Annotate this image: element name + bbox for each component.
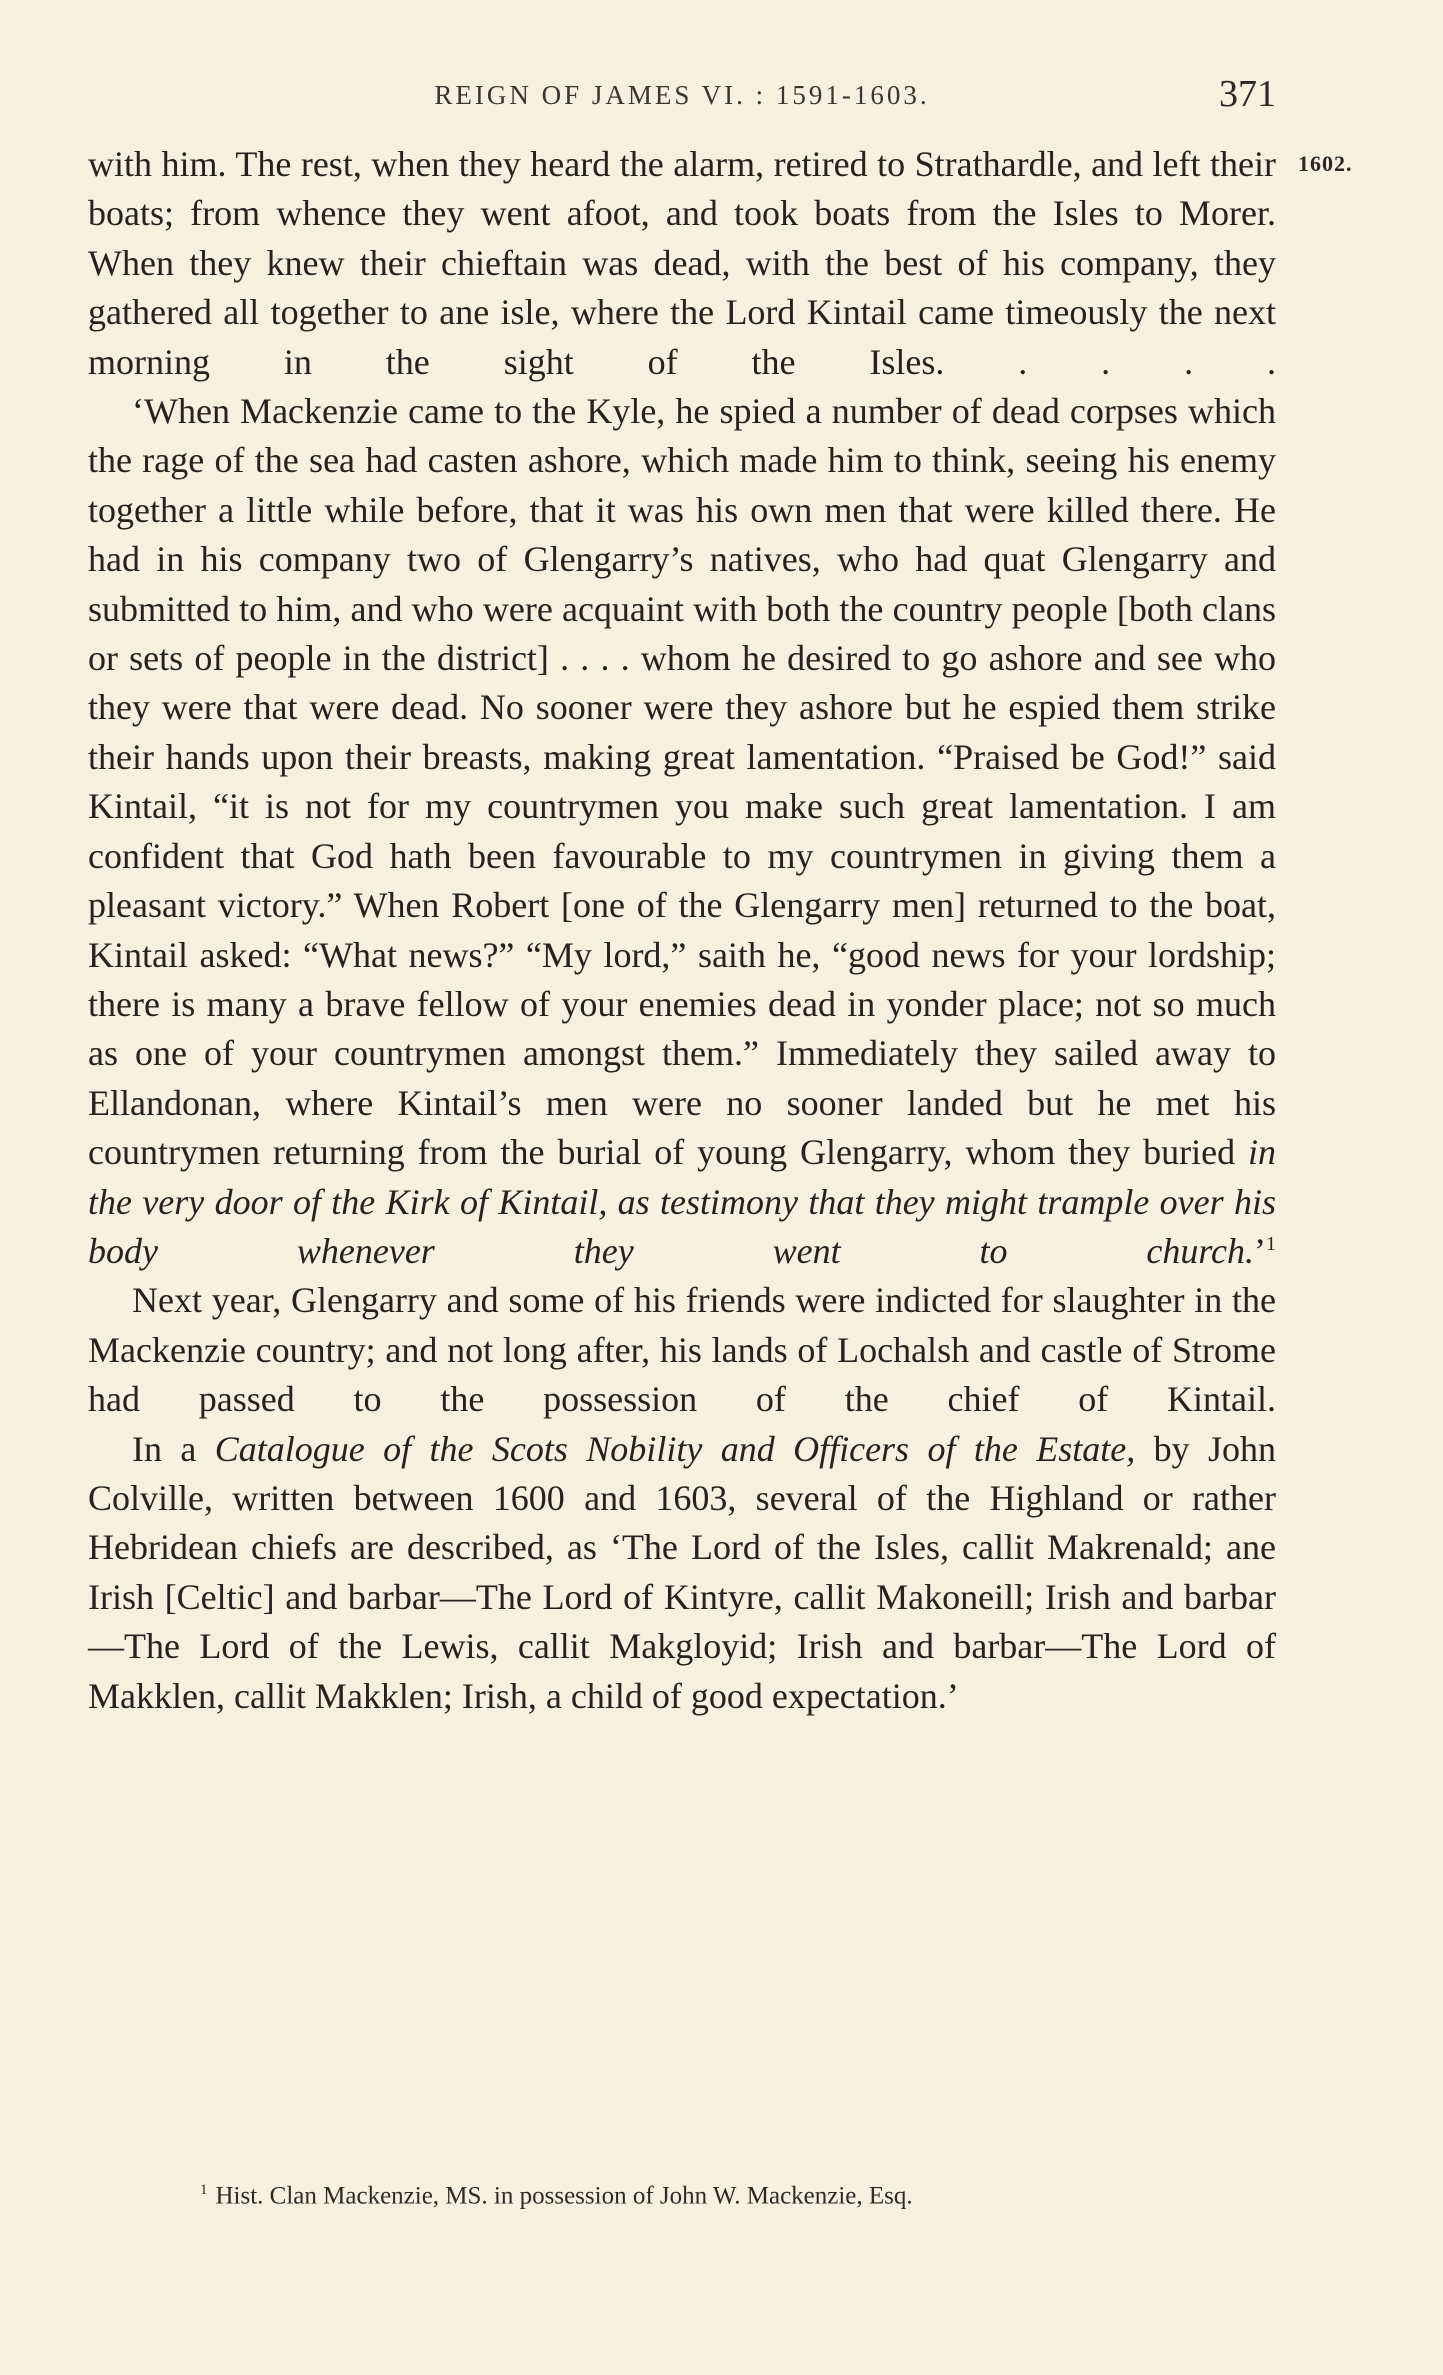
page-header: [88, 72, 1276, 122]
footnote: [200, 2182, 1250, 2210]
paragraph-quotation: [88, 387, 1276, 1276]
margin-year-note: 1602.: [1298, 151, 1353, 176]
italic-run: in the very door of the Kirk of Kintail, as testimony that they might trample over his body whenever they went to church.: [88, 1132, 1276, 1271]
text-run: Next year, Glengarry and some of his friends were indicted for slaughter in the Mackenzie country; and not long after, his lands of Lochalsh and castle of Strome had passed to the possession of the chief of Kintail.: [88, 1280, 1276, 1420]
body-text: [88, 140, 1276, 1721]
footnote-text: Hist. Clan Mackenzie, MS. in possession of John W. Mackenzie, Esq.: [215, 2182, 913, 2210]
text-run: ’: [1254, 1230, 1266, 1271]
text-run: In a: [132, 1428, 215, 1469]
footnote-reference[interactable]: 1: [1266, 1232, 1276, 1255]
text-run: with him. The rest, when they heard the alarm, retired to Strathardle, and left their boats; from whence they went afoot, and took boats from the Isles to Morer. When they knew their chieftain was dead, with the best of his company, they gathered all together to ane isle, where the Lord Kintail came timeously the next morning in the sight of the Isles. . . . .: [88, 144, 1276, 382]
italic-run: Catalogue of the Scots Nobility and Officers of the Estate,: [214, 1428, 1136, 1469]
paragraph-next-year: [88, 1276, 1276, 1424]
paragraph-catalogue: [88, 1425, 1276, 1721]
running-head: REIGN OF JAMES VI. : 1591-1603.: [434, 80, 930, 110]
text-run: ‘When Mackenzie came to the Kyle, he spied a number of dead corpses which the rage of the sea had casten ashore, which made him to think, seeing his enemy together a little while before, that it was his own men that were killed there. He had in his company two of Glengarry’s natives, who had quat Glengarry and submitted to him, and who were acquaint with both the country people [both clans or sets of people in the district] . . . . whom he desired to go ashore and see who they were that were dead. No sooner were they ashore but he espied them strike their hands upon their breasts, making great lamentation. “Praised be God!” said Kintail, “it is not for my countrymen you make such great lamentation. I am confident that God hath been favourable to my countrymen in giving them a pleasant victory.” When Robert [one of the Glengarry men] returned to the boat, Kintail asked: “What news?” “My lord,” saith he, “good news for your lordship; there is many a brave fellow of your enemies dead in yonder place; not so much as one of your countrymen amongst them.” Immediately they sailed away to Ellandonan, where Kintail’s men were no sooner landed but he met his countrymen returning from the burial of young Glengarry, whom they buried: [88, 391, 1276, 1173]
paragraph-continuation: [88, 140, 1276, 387]
page-number: 371: [1219, 73, 1276, 115]
text-run: by John Colville, written between 1600 and 1603, several of the Highland or rather Hebridean chiefs are described, as ‘The Lord of the Isles, callit Makrenald; ane Irish [Celtic] and barbar—The Lord of Kintyre, callit Makoneill; Irish and barbar—The Lord of the Lewis, callit Makgloyid; Irish and barbar—The Lord of Makklen, callit Makklen; Irish, a child of good expectation.’: [88, 1428, 1276, 1716]
footnote-marker: 1: [200, 2182, 208, 2198]
